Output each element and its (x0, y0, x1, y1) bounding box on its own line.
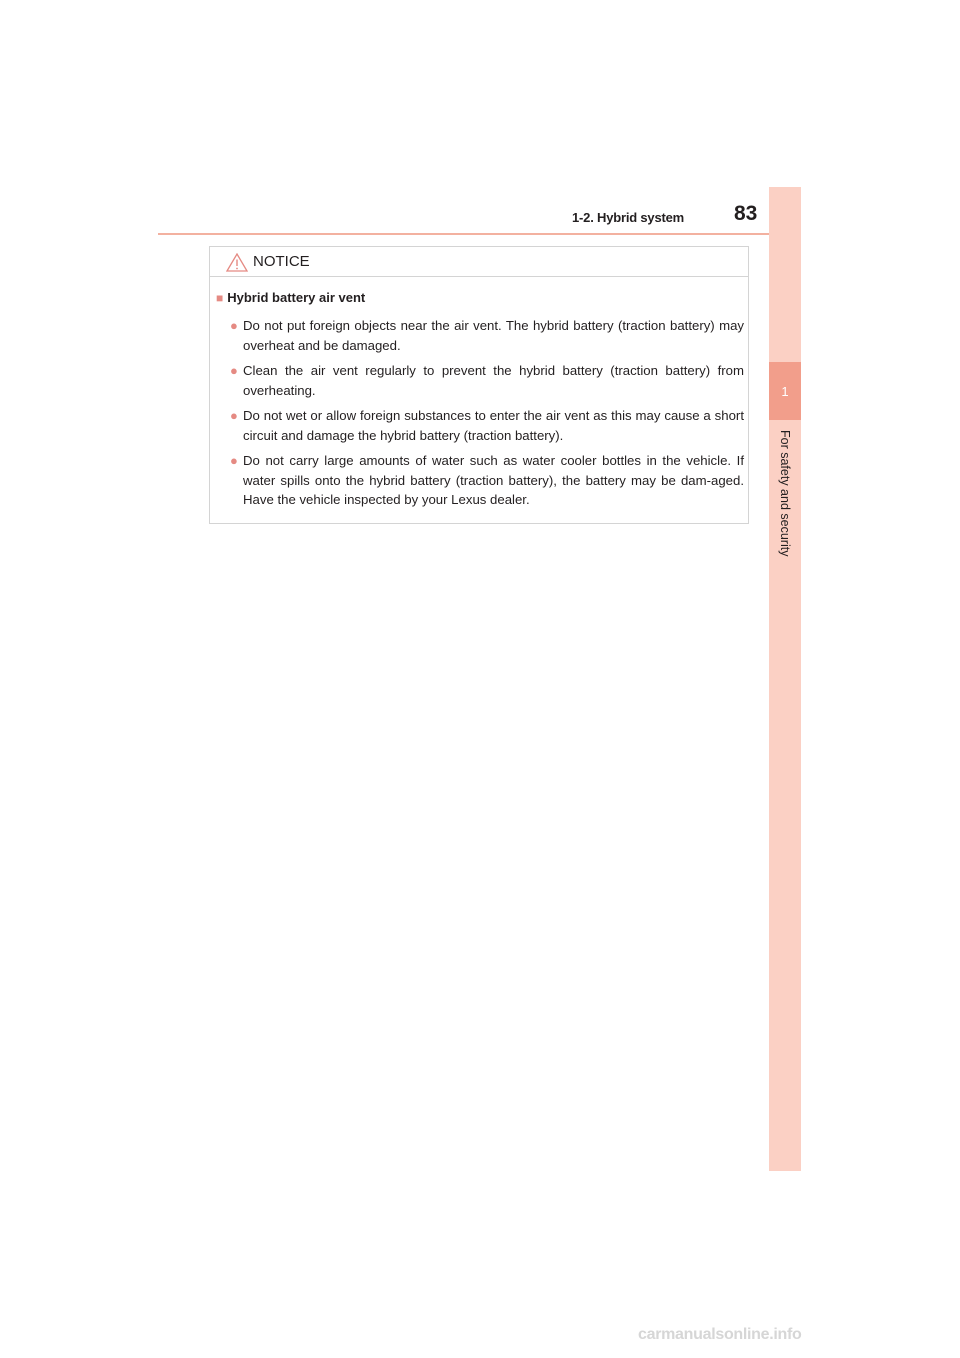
list-item (230, 316, 744, 355)
warning-triangle-icon (226, 253, 248, 272)
header-rule (158, 233, 800, 235)
list-item-text: Do not carry large amounts of water such as water cooler bottles in the vehicle. If water spills onto the hybrid battery (traction battery), the battery may be dam-aged. Have the vehicle inspected by your Lexus dealer. (243, 453, 744, 507)
bullet-dot-icon: ● (230, 408, 238, 423)
list-item (230, 451, 744, 510)
list-item-text: Clean the air vent regularly to prevent the hybrid battery (traction battery) from overheating. (243, 363, 744, 398)
bullet-dot-icon: ● (230, 318, 238, 333)
list-item-text: Do not wet or allow foreign substances to enter the air vent as this may cause a short circuit and damage the hybrid battery (traction battery). (243, 408, 744, 443)
bullet-dot-icon: ● (230, 453, 238, 468)
notice-header (210, 247, 748, 277)
page-number: 83 (734, 202, 758, 225)
notice-subheading (216, 290, 365, 305)
list-item-text: Do not put foreign objects near the air vent. The hybrid battery (traction battery) may overheat and be damaged. (243, 318, 744, 353)
section-title: 1-2. Hybrid system (572, 210, 685, 225)
square-bullet-icon: ■ (216, 291, 224, 305)
subheading-text: Hybrid battery air vent (227, 290, 366, 305)
list-item (230, 361, 744, 400)
watermark: carmanualsonline.info (638, 1326, 802, 1343)
bullet-dot-icon: ● (230, 363, 238, 378)
list-item (230, 406, 744, 445)
notice-box (209, 246, 749, 524)
chapter-label-text: For safety and security (778, 430, 792, 557)
chapter-number: 1 (781, 383, 789, 399)
notice-title: NOTICE (253, 253, 310, 270)
side-band (769, 187, 801, 1171)
chapter-tab[interactable] (769, 362, 801, 420)
